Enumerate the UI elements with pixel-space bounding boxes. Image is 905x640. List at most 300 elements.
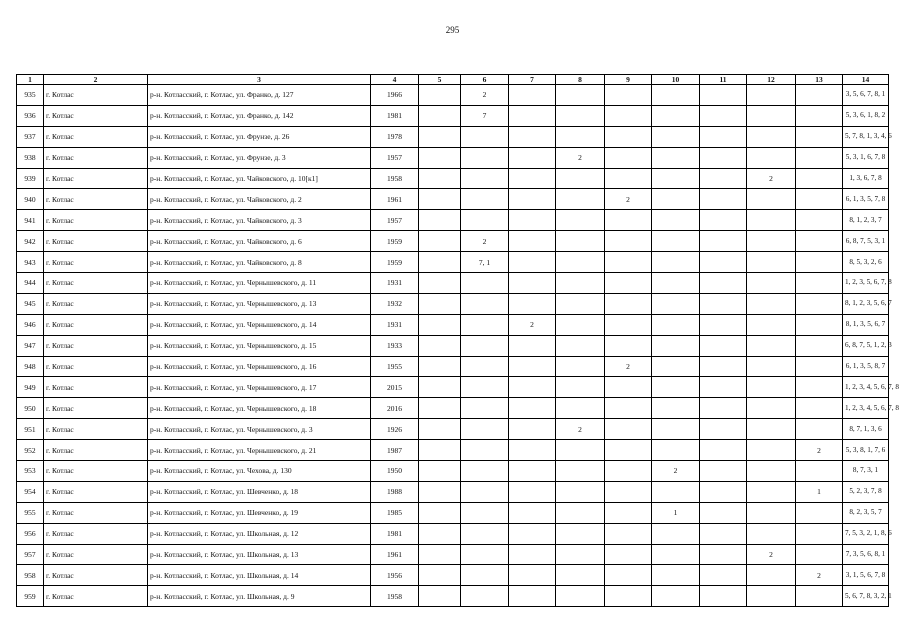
cell-col-5 xyxy=(419,252,461,273)
cell-col-6 xyxy=(461,377,509,398)
cell-row-number: 946 xyxy=(17,314,44,335)
cell-row-number: 947 xyxy=(17,335,44,356)
table-row xyxy=(17,210,889,231)
cell-col-14: 7, 5, 3, 2, 1, 8, 6 xyxy=(843,523,889,544)
cell-col-13 xyxy=(796,419,843,440)
cell-col-12 xyxy=(747,105,796,126)
cell-col-6: 2 xyxy=(461,231,509,252)
cell-col-7 xyxy=(509,126,556,147)
column-header-6: 6 xyxy=(461,75,509,85)
cell-col-5 xyxy=(419,419,461,440)
cell-col-5 xyxy=(419,586,461,607)
cell-col-11 xyxy=(700,189,747,210)
cell-address: р-н. Котласский, г. Котлас, ул. Школьная, д. 12 xyxy=(148,523,371,544)
column-header-13: 13 xyxy=(796,75,843,85)
cell-row-number: 957 xyxy=(17,544,44,565)
cell-col-7 xyxy=(509,273,556,294)
cell-col-11 xyxy=(700,335,747,356)
cell-city: г. Котлас xyxy=(44,544,148,565)
cell-row-number: 955 xyxy=(17,502,44,523)
cell-city: г. Котлас xyxy=(44,461,148,482)
cell-year-built: 1957 xyxy=(371,147,419,168)
cell-col-12 xyxy=(747,335,796,356)
cell-address: р-н. Котласский, г. Котлас, ул. Чайковского, д. 2 xyxy=(148,189,371,210)
cell-row-number: 949 xyxy=(17,377,44,398)
cell-col-14: 3, 5, 6, 7, 8, 1 xyxy=(843,85,889,106)
cell-col-12 xyxy=(747,565,796,586)
column-header-7: 7 xyxy=(509,75,556,85)
cell-col-14: 1, 2, 3, 4, 5, 6, 7, 8 xyxy=(843,377,889,398)
cell-address: р-н. Котласский, г. Котлас, ул. Чайковского, д. 10[к1] xyxy=(148,168,371,189)
cell-col-5 xyxy=(419,481,461,502)
cell-col-10 xyxy=(652,252,700,273)
cell-year-built: 1981 xyxy=(371,523,419,544)
table-row xyxy=(17,168,889,189)
cell-address: р-н. Котласский, г. Котлас, ул. Чернышевского, д. 16 xyxy=(148,356,371,377)
table-row xyxy=(17,126,889,147)
cell-row-number: 956 xyxy=(17,523,44,544)
cell-col-6 xyxy=(461,335,509,356)
cell-col-14: 5, 6, 7, 8, 3, 2, 1 xyxy=(843,586,889,607)
cell-col-11 xyxy=(700,210,747,231)
cell-address: р-н. Котласский, г. Котлас, ул. Чехова, д. 130 xyxy=(148,461,371,482)
cell-col-6 xyxy=(461,356,509,377)
cell-row-number: 953 xyxy=(17,461,44,482)
cell-col-5 xyxy=(419,168,461,189)
cell-col-13 xyxy=(796,105,843,126)
cell-col-10 xyxy=(652,273,700,294)
cell-address: р-н. Котласский, г. Котлас, ул. Чернышевского, д. 21 xyxy=(148,440,371,461)
cell-col-6 xyxy=(461,126,509,147)
cell-col-12: 2 xyxy=(747,168,796,189)
cell-col-14: 6, 8, 7, 5, 3, 1 xyxy=(843,231,889,252)
cell-col-7 xyxy=(509,586,556,607)
cell-col-14: 6, 1, 3, 5, 8, 7 xyxy=(843,356,889,377)
cell-city: г. Котлас xyxy=(44,189,148,210)
column-header-14: 14 xyxy=(843,75,889,85)
cell-col-7: 2 xyxy=(509,314,556,335)
cell-col-11 xyxy=(700,231,747,252)
cell-year-built: 1950 xyxy=(371,461,419,482)
cell-col-6 xyxy=(461,544,509,565)
cell-col-13 xyxy=(796,523,843,544)
cell-col-10 xyxy=(652,314,700,335)
cell-col-12 xyxy=(747,189,796,210)
cell-col-10 xyxy=(652,335,700,356)
cell-col-11 xyxy=(700,356,747,377)
cell-col-11 xyxy=(700,105,747,126)
cell-col-8 xyxy=(556,440,605,461)
cell-city: г. Котлас xyxy=(44,586,148,607)
column-header-12: 12 xyxy=(747,75,796,85)
cell-col-13 xyxy=(796,356,843,377)
table-row xyxy=(17,189,889,210)
cell-col-7 xyxy=(509,481,556,502)
cell-col-7 xyxy=(509,502,556,523)
cell-col-6 xyxy=(461,147,509,168)
table-row xyxy=(17,565,889,586)
cell-col-14: 8, 1, 2, 3, 7 xyxy=(843,210,889,231)
cell-col-11 xyxy=(700,377,747,398)
cell-col-12 xyxy=(747,502,796,523)
cell-col-12 xyxy=(747,231,796,252)
cell-row-number: 939 xyxy=(17,168,44,189)
cell-address: р-н. Котласский, г. Котлас, ул. Фрунзе, д. 26 xyxy=(148,126,371,147)
cell-city: г. Котлас xyxy=(44,335,148,356)
cell-col-6 xyxy=(461,586,509,607)
cell-col-8 xyxy=(556,168,605,189)
cell-col-11 xyxy=(700,314,747,335)
cell-col-13 xyxy=(796,314,843,335)
cell-col-5 xyxy=(419,461,461,482)
table-row xyxy=(17,314,889,335)
cell-col-14: 5, 3, 8, 1, 7, 6 xyxy=(843,440,889,461)
cell-col-9 xyxy=(605,502,652,523)
cell-year-built: 1956 xyxy=(371,565,419,586)
cell-col-6 xyxy=(461,398,509,419)
cell-col-11 xyxy=(700,419,747,440)
cell-col-7 xyxy=(509,168,556,189)
cell-col-13 xyxy=(796,147,843,168)
cell-col-6 xyxy=(461,189,509,210)
cell-col-7 xyxy=(509,440,556,461)
cell-col-10 xyxy=(652,586,700,607)
cell-col-9 xyxy=(605,231,652,252)
cell-col-5 xyxy=(419,314,461,335)
column-header-4: 4 xyxy=(371,75,419,85)
cell-col-5 xyxy=(419,231,461,252)
cell-col-11 xyxy=(700,252,747,273)
table-row xyxy=(17,335,889,356)
cell-col-5 xyxy=(419,440,461,461)
cell-col-11 xyxy=(700,502,747,523)
cell-col-9 xyxy=(605,544,652,565)
cell-col-9 xyxy=(605,105,652,126)
cell-col-14: 8, 2, 3, 5, 7 xyxy=(843,502,889,523)
cell-col-10 xyxy=(652,126,700,147)
cell-col-6 xyxy=(461,440,509,461)
cell-col-8 xyxy=(556,377,605,398)
cell-col-13 xyxy=(796,126,843,147)
cell-col-12 xyxy=(747,440,796,461)
cell-year-built: 1955 xyxy=(371,356,419,377)
cell-address: р-н. Котласский, г. Котлас, ул. Фрунзе, д. 3 xyxy=(148,147,371,168)
table-row xyxy=(17,231,889,252)
table-row xyxy=(17,419,889,440)
cell-year-built: 1985 xyxy=(371,502,419,523)
table-row xyxy=(17,105,889,126)
cell-row-number: 950 xyxy=(17,398,44,419)
cell-city: г. Котлас xyxy=(44,440,148,461)
cell-address: р-н. Котласский, г. Котлас, ул. Чернышевского, д. 11 xyxy=(148,273,371,294)
cell-year-built: 1958 xyxy=(371,168,419,189)
cell-col-9 xyxy=(605,273,652,294)
cell-col-9 xyxy=(605,85,652,106)
cell-address: р-н. Котласский, г. Котлас, ул. Чернышевского, д. 13 xyxy=(148,293,371,314)
cell-address: р-н. Котласский, г. Котлас, ул. Чайковского, д. 8 xyxy=(148,252,371,273)
cell-city: г. Котлас xyxy=(44,565,148,586)
cell-col-13 xyxy=(796,273,843,294)
cell-col-7 xyxy=(509,335,556,356)
cell-row-number: 944 xyxy=(17,273,44,294)
cell-col-13 xyxy=(796,252,843,273)
cell-col-8 xyxy=(556,398,605,419)
cell-col-7 xyxy=(509,105,556,126)
cell-col-7 xyxy=(509,210,556,231)
cell-col-12: 2 xyxy=(747,544,796,565)
cell-col-7 xyxy=(509,419,556,440)
cell-col-14: 5, 2, 3, 7, 8 xyxy=(843,481,889,502)
cell-col-8 xyxy=(556,126,605,147)
cell-city: г. Котлас xyxy=(44,419,148,440)
cell-col-8 xyxy=(556,105,605,126)
cell-col-9 xyxy=(605,586,652,607)
cell-col-10 xyxy=(652,398,700,419)
cell-row-number: 945 xyxy=(17,293,44,314)
cell-col-12 xyxy=(747,398,796,419)
cell-col-9 xyxy=(605,377,652,398)
cell-col-12 xyxy=(747,461,796,482)
cell-year-built: 1988 xyxy=(371,481,419,502)
cell-col-11 xyxy=(700,147,747,168)
cell-col-9 xyxy=(605,398,652,419)
cell-col-5 xyxy=(419,147,461,168)
cell-col-5 xyxy=(419,544,461,565)
column-header-10: 10 xyxy=(652,75,700,85)
cell-city: г. Котлас xyxy=(44,293,148,314)
cell-col-14: 1, 2, 3, 4, 5, 6, 7, 8 xyxy=(843,398,889,419)
cell-city: г. Котлас xyxy=(44,231,148,252)
cell-col-14: 5, 3, 6, 1, 8, 2 xyxy=(843,105,889,126)
cell-col-14: 8, 1, 3, 5, 6, 7 xyxy=(843,314,889,335)
table-row xyxy=(17,502,889,523)
cell-col-10 xyxy=(652,523,700,544)
cell-col-8: 2 xyxy=(556,419,605,440)
cell-col-14: 1, 2, 3, 5, 6, 7, 8 xyxy=(843,273,889,294)
cell-col-7 xyxy=(509,85,556,106)
cell-city: г. Котлас xyxy=(44,105,148,126)
cell-col-11 xyxy=(700,523,747,544)
cell-col-10 xyxy=(652,168,700,189)
cell-col-14: 8, 7, 1, 3, 6 xyxy=(843,419,889,440)
cell-row-number: 935 xyxy=(17,85,44,106)
cell-col-6 xyxy=(461,314,509,335)
cell-city: г. Котлас xyxy=(44,481,148,502)
cell-year-built: 1932 xyxy=(371,293,419,314)
cell-year-built: 1959 xyxy=(371,231,419,252)
cell-col-12 xyxy=(747,586,796,607)
cell-col-11 xyxy=(700,398,747,419)
cell-row-number: 940 xyxy=(17,189,44,210)
cell-col-6 xyxy=(461,210,509,231)
cell-col-8 xyxy=(556,252,605,273)
cell-year-built: 1966 xyxy=(371,85,419,106)
cell-col-8 xyxy=(556,356,605,377)
cell-year-built: 2016 xyxy=(371,398,419,419)
cell-col-9 xyxy=(605,210,652,231)
cell-address: р-н. Котласский, г. Котлас, ул. Чернышевского, д. 17 xyxy=(148,377,371,398)
cell-col-11 xyxy=(700,126,747,147)
cell-col-8 xyxy=(556,189,605,210)
cell-city: г. Котлас xyxy=(44,502,148,523)
cell-col-9 xyxy=(605,147,652,168)
cell-col-5 xyxy=(419,210,461,231)
cell-col-8 xyxy=(556,335,605,356)
cell-col-6 xyxy=(461,293,509,314)
cell-col-7 xyxy=(509,461,556,482)
column-header-8: 8 xyxy=(556,75,605,85)
cell-col-12 xyxy=(747,273,796,294)
cell-col-14: 6, 1, 3, 5, 7, 8 xyxy=(843,189,889,210)
cell-col-8 xyxy=(556,461,605,482)
cell-col-8 xyxy=(556,210,605,231)
cell-col-10: 1 xyxy=(652,502,700,523)
cell-row-number: 936 xyxy=(17,105,44,126)
cell-col-9 xyxy=(605,523,652,544)
cell-col-5 xyxy=(419,105,461,126)
cell-col-9: 2 xyxy=(605,356,652,377)
cell-col-5 xyxy=(419,523,461,544)
cell-col-8 xyxy=(556,544,605,565)
column-header-5: 5 xyxy=(419,75,461,85)
cell-year-built: 2015 xyxy=(371,377,419,398)
cell-col-8 xyxy=(556,231,605,252)
column-header-3: 3 xyxy=(148,75,371,85)
cell-address: р-н. Котласский, г. Котлас, ул. Шевченко, д. 18 xyxy=(148,481,371,502)
cell-col-13 xyxy=(796,335,843,356)
cell-city: г. Котлас xyxy=(44,273,148,294)
cell-col-8 xyxy=(556,481,605,502)
cell-col-10 xyxy=(652,189,700,210)
cell-col-10 xyxy=(652,293,700,314)
cell-col-8 xyxy=(556,565,605,586)
cell-col-5 xyxy=(419,356,461,377)
table-row xyxy=(17,377,889,398)
cell-address: р-н. Котласский, г. Котлас, ул. Чернышевского, д. 18 xyxy=(148,398,371,419)
table-row xyxy=(17,252,889,273)
cell-col-9 xyxy=(605,126,652,147)
cell-col-7 xyxy=(509,356,556,377)
cell-col-9 xyxy=(605,440,652,461)
registry-table xyxy=(16,74,899,607)
cell-year-built: 1959 xyxy=(371,252,419,273)
table-row xyxy=(17,398,889,419)
cell-col-6 xyxy=(461,461,509,482)
table-row xyxy=(17,523,889,544)
cell-year-built: 1958 xyxy=(371,586,419,607)
cell-col-6: 2 xyxy=(461,85,509,106)
cell-col-10 xyxy=(652,481,700,502)
cell-col-7 xyxy=(509,544,556,565)
cell-year-built: 1961 xyxy=(371,544,419,565)
cell-year-built: 1961 xyxy=(371,189,419,210)
cell-col-13: 1 xyxy=(796,481,843,502)
cell-col-7 xyxy=(509,293,556,314)
cell-col-11 xyxy=(700,440,747,461)
cell-col-14: 5, 7, 8, 1, 3, 4, 6 xyxy=(843,126,889,147)
cell-col-9 xyxy=(605,252,652,273)
cell-col-14: 8, 7, 3, 1 xyxy=(843,461,889,482)
cell-address: р-н. Котласский, г. Котлас, ул. Франко, д. 127 xyxy=(148,85,371,106)
table-row xyxy=(17,293,889,314)
cell-address: р-н. Котласский, г. Котлас, ул. Шевченко, д. 19 xyxy=(148,502,371,523)
cell-address: р-н. Котласский, г. Котлас, ул. Чайковского, д. 6 xyxy=(148,231,371,252)
cell-city: г. Котлас xyxy=(44,168,148,189)
cell-address: р-н. Котласский, г. Котлас, ул. Чайковского, д. 3 xyxy=(148,210,371,231)
cell-col-9 xyxy=(605,419,652,440)
cell-col-5 xyxy=(419,377,461,398)
cell-col-13 xyxy=(796,210,843,231)
cell-col-13 xyxy=(796,189,843,210)
cell-col-10 xyxy=(652,231,700,252)
cell-col-10 xyxy=(652,565,700,586)
cell-col-7 xyxy=(509,252,556,273)
cell-col-9 xyxy=(605,481,652,502)
cell-col-12 xyxy=(747,356,796,377)
cell-col-12 xyxy=(747,314,796,335)
cell-col-7 xyxy=(509,377,556,398)
cell-col-11 xyxy=(700,168,747,189)
cell-address: р-н. Котласский, г. Котлас, ул. Школьная, д. 14 xyxy=(148,565,371,586)
cell-col-11 xyxy=(700,481,747,502)
cell-col-14: 7, 3, 5, 6, 8, 1 xyxy=(843,544,889,565)
cell-city: г. Котлас xyxy=(44,356,148,377)
cell-city: г. Котлас xyxy=(44,398,148,419)
cell-year-built: 1931 xyxy=(371,273,419,294)
cell-col-7 xyxy=(509,147,556,168)
cell-col-10 xyxy=(652,210,700,231)
cell-city: г. Котлас xyxy=(44,523,148,544)
cell-address: р-н. Котласский, г. Котлас, ул. Чернышевского, д. 3 xyxy=(148,419,371,440)
cell-col-6 xyxy=(461,565,509,586)
cell-col-11 xyxy=(700,293,747,314)
table-header-row xyxy=(17,75,889,85)
cell-col-12 xyxy=(747,481,796,502)
cell-col-10 xyxy=(652,440,700,461)
cell-col-9 xyxy=(605,314,652,335)
cell-row-number: 942 xyxy=(17,231,44,252)
cell-row-number: 948 xyxy=(17,356,44,377)
cell-year-built: 1933 xyxy=(371,335,419,356)
cell-col-6 xyxy=(461,523,509,544)
cell-city: г. Котлас xyxy=(44,126,148,147)
cell-col-14: 3, 1, 5, 6, 7, 8 xyxy=(843,565,889,586)
cell-col-13 xyxy=(796,377,843,398)
cell-col-11 xyxy=(700,273,747,294)
cell-col-10 xyxy=(652,419,700,440)
cell-col-12 xyxy=(747,210,796,231)
cell-col-7 xyxy=(509,189,556,210)
cell-col-9 xyxy=(605,461,652,482)
cell-city: г. Котлас xyxy=(44,314,148,335)
table-body xyxy=(17,85,899,607)
cell-city: г. Котлас xyxy=(44,210,148,231)
cell-address: р-н. Котласский, г. Котлас, ул. Чернышевского, д. 15 xyxy=(148,335,371,356)
cell-col-13 xyxy=(796,293,843,314)
table-row xyxy=(17,147,889,168)
cell-col-9 xyxy=(605,168,652,189)
cell-year-built: 1978 xyxy=(371,126,419,147)
column-header-9: 9 xyxy=(605,75,652,85)
cell-col-13 xyxy=(796,544,843,565)
cell-col-10 xyxy=(652,105,700,126)
cell-col-11 xyxy=(700,461,747,482)
cell-col-12 xyxy=(747,147,796,168)
cell-col-5 xyxy=(419,273,461,294)
table-row xyxy=(17,461,889,482)
cell-col-8 xyxy=(556,85,605,106)
cell-col-13 xyxy=(796,398,843,419)
